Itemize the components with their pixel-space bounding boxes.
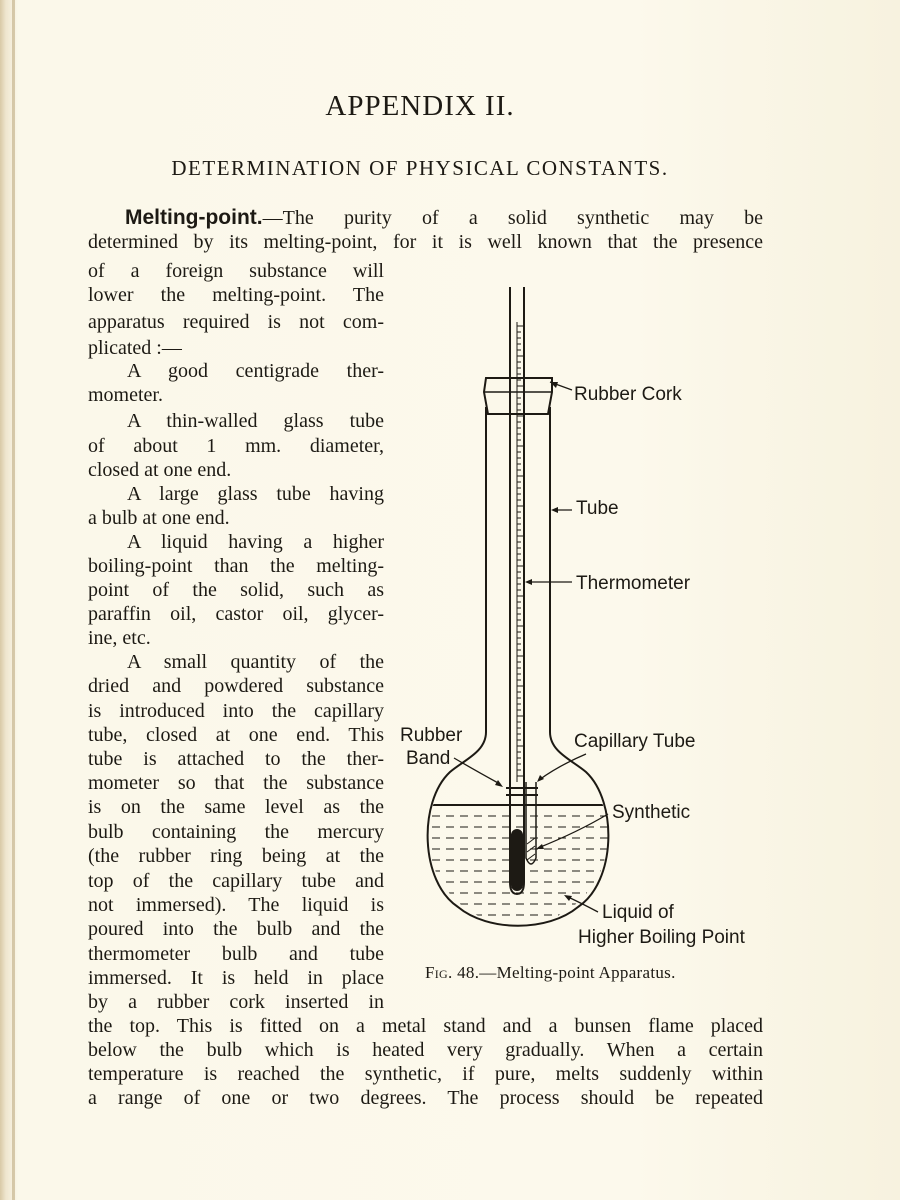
text-line: point of the solid, such as <box>88 579 384 601</box>
text-line: mometer. <box>88 384 163 406</box>
figure-caption <box>425 963 676 983</box>
label-liquid-of: Liquid of <box>602 902 674 923</box>
text-line: plicated :— <box>88 337 182 359</box>
text-line: of a foreign substance will <box>88 260 384 282</box>
text-line: below the bulb which is heated very gradually. When a certain <box>88 1039 763 1061</box>
label-band: Band <box>406 748 451 769</box>
text-line: (the rubber ring being at the <box>88 845 384 867</box>
mercury <box>512 830 522 890</box>
text-line: lower the melting-point. The <box>88 284 384 306</box>
paragraph-heading: Melting-point. <box>125 206 263 229</box>
text-line: temperature is reached the synthetic, if pure, melts suddenly within <box>88 1063 763 1085</box>
label-rubber-cork: Rubber Cork <box>574 384 682 405</box>
text-line: paraffin oil, castor oil, glycer- <box>88 603 384 625</box>
text-line: bulb containing the mercury <box>88 821 384 843</box>
figure-number: Fig. 48. <box>425 963 480 982</box>
text-line: apparatus required is not com- <box>88 311 384 333</box>
text-line: is on the same level as the <box>88 796 384 818</box>
section-title: DETERMINATION OF PHYSICAL CONSTANTS. <box>171 156 669 180</box>
label-tube: Tube <box>576 498 619 519</box>
text-line: poured into the bulb and the <box>88 918 384 940</box>
text-line: dried and powdered substance <box>88 675 384 697</box>
text-line: of about 1 mm. diameter, <box>88 435 384 457</box>
appendix-title: APPENDIX II. <box>325 90 515 122</box>
rubber-cork-shape <box>484 378 552 414</box>
text-line: a range of one or two degrees. The process should be repeated <box>88 1087 763 1109</box>
text-line: mometer so that the substance <box>88 772 384 794</box>
figure-caption-text: —Melting-point Apparatus. <box>479 963 676 982</box>
text-line: A large glass tube having <box>127 483 384 505</box>
text-line: is introduced into the capillary <box>88 700 384 722</box>
text-line: tube is attached to the ther- <box>88 748 384 770</box>
melting-point-apparatus-figure <box>398 282 758 1002</box>
label-rubber: Rubber <box>400 725 463 746</box>
label-higher-boiling-point: Higher Boiling Point <box>578 927 745 948</box>
text-line: top of the capillary tube and <box>88 870 384 892</box>
text-line: tube, closed at one end. This <box>88 724 384 746</box>
text-line: thermometer bulb and tube <box>88 943 384 965</box>
text-line: boiling-point than the melting- <box>88 555 384 577</box>
text-line: immersed. It is held in place <box>88 967 384 989</box>
text-line: not immersed). The liquid is <box>88 894 384 916</box>
text-line: closed at one end. <box>88 459 232 481</box>
text-line: ine, etc. <box>88 627 151 649</box>
text-line: A good centigrade ther- <box>127 360 384 382</box>
text-line: a bulb at one end. <box>88 507 230 529</box>
text-line: determined by its melting-point, for it is well known that the presence <box>88 231 763 253</box>
text-line: the top. This is fitted on a metal stand and a bunsen flame placed <box>88 1015 763 1037</box>
label-thermometer: Thermometer <box>576 573 691 594</box>
text-line: A liquid having a higher <box>127 531 384 553</box>
text-line: Melting-point.—The purity of a solid synthetic may be <box>125 206 763 229</box>
label-synthetic: Synthetic <box>612 802 691 823</box>
text-line: A small quantity of the <box>127 651 384 673</box>
text-line: A thin-walled glass tube <box>127 410 384 432</box>
label-capillary-tube: Capillary Tube <box>574 731 696 752</box>
text-line: by a rubber cork inserted in <box>88 991 384 1013</box>
